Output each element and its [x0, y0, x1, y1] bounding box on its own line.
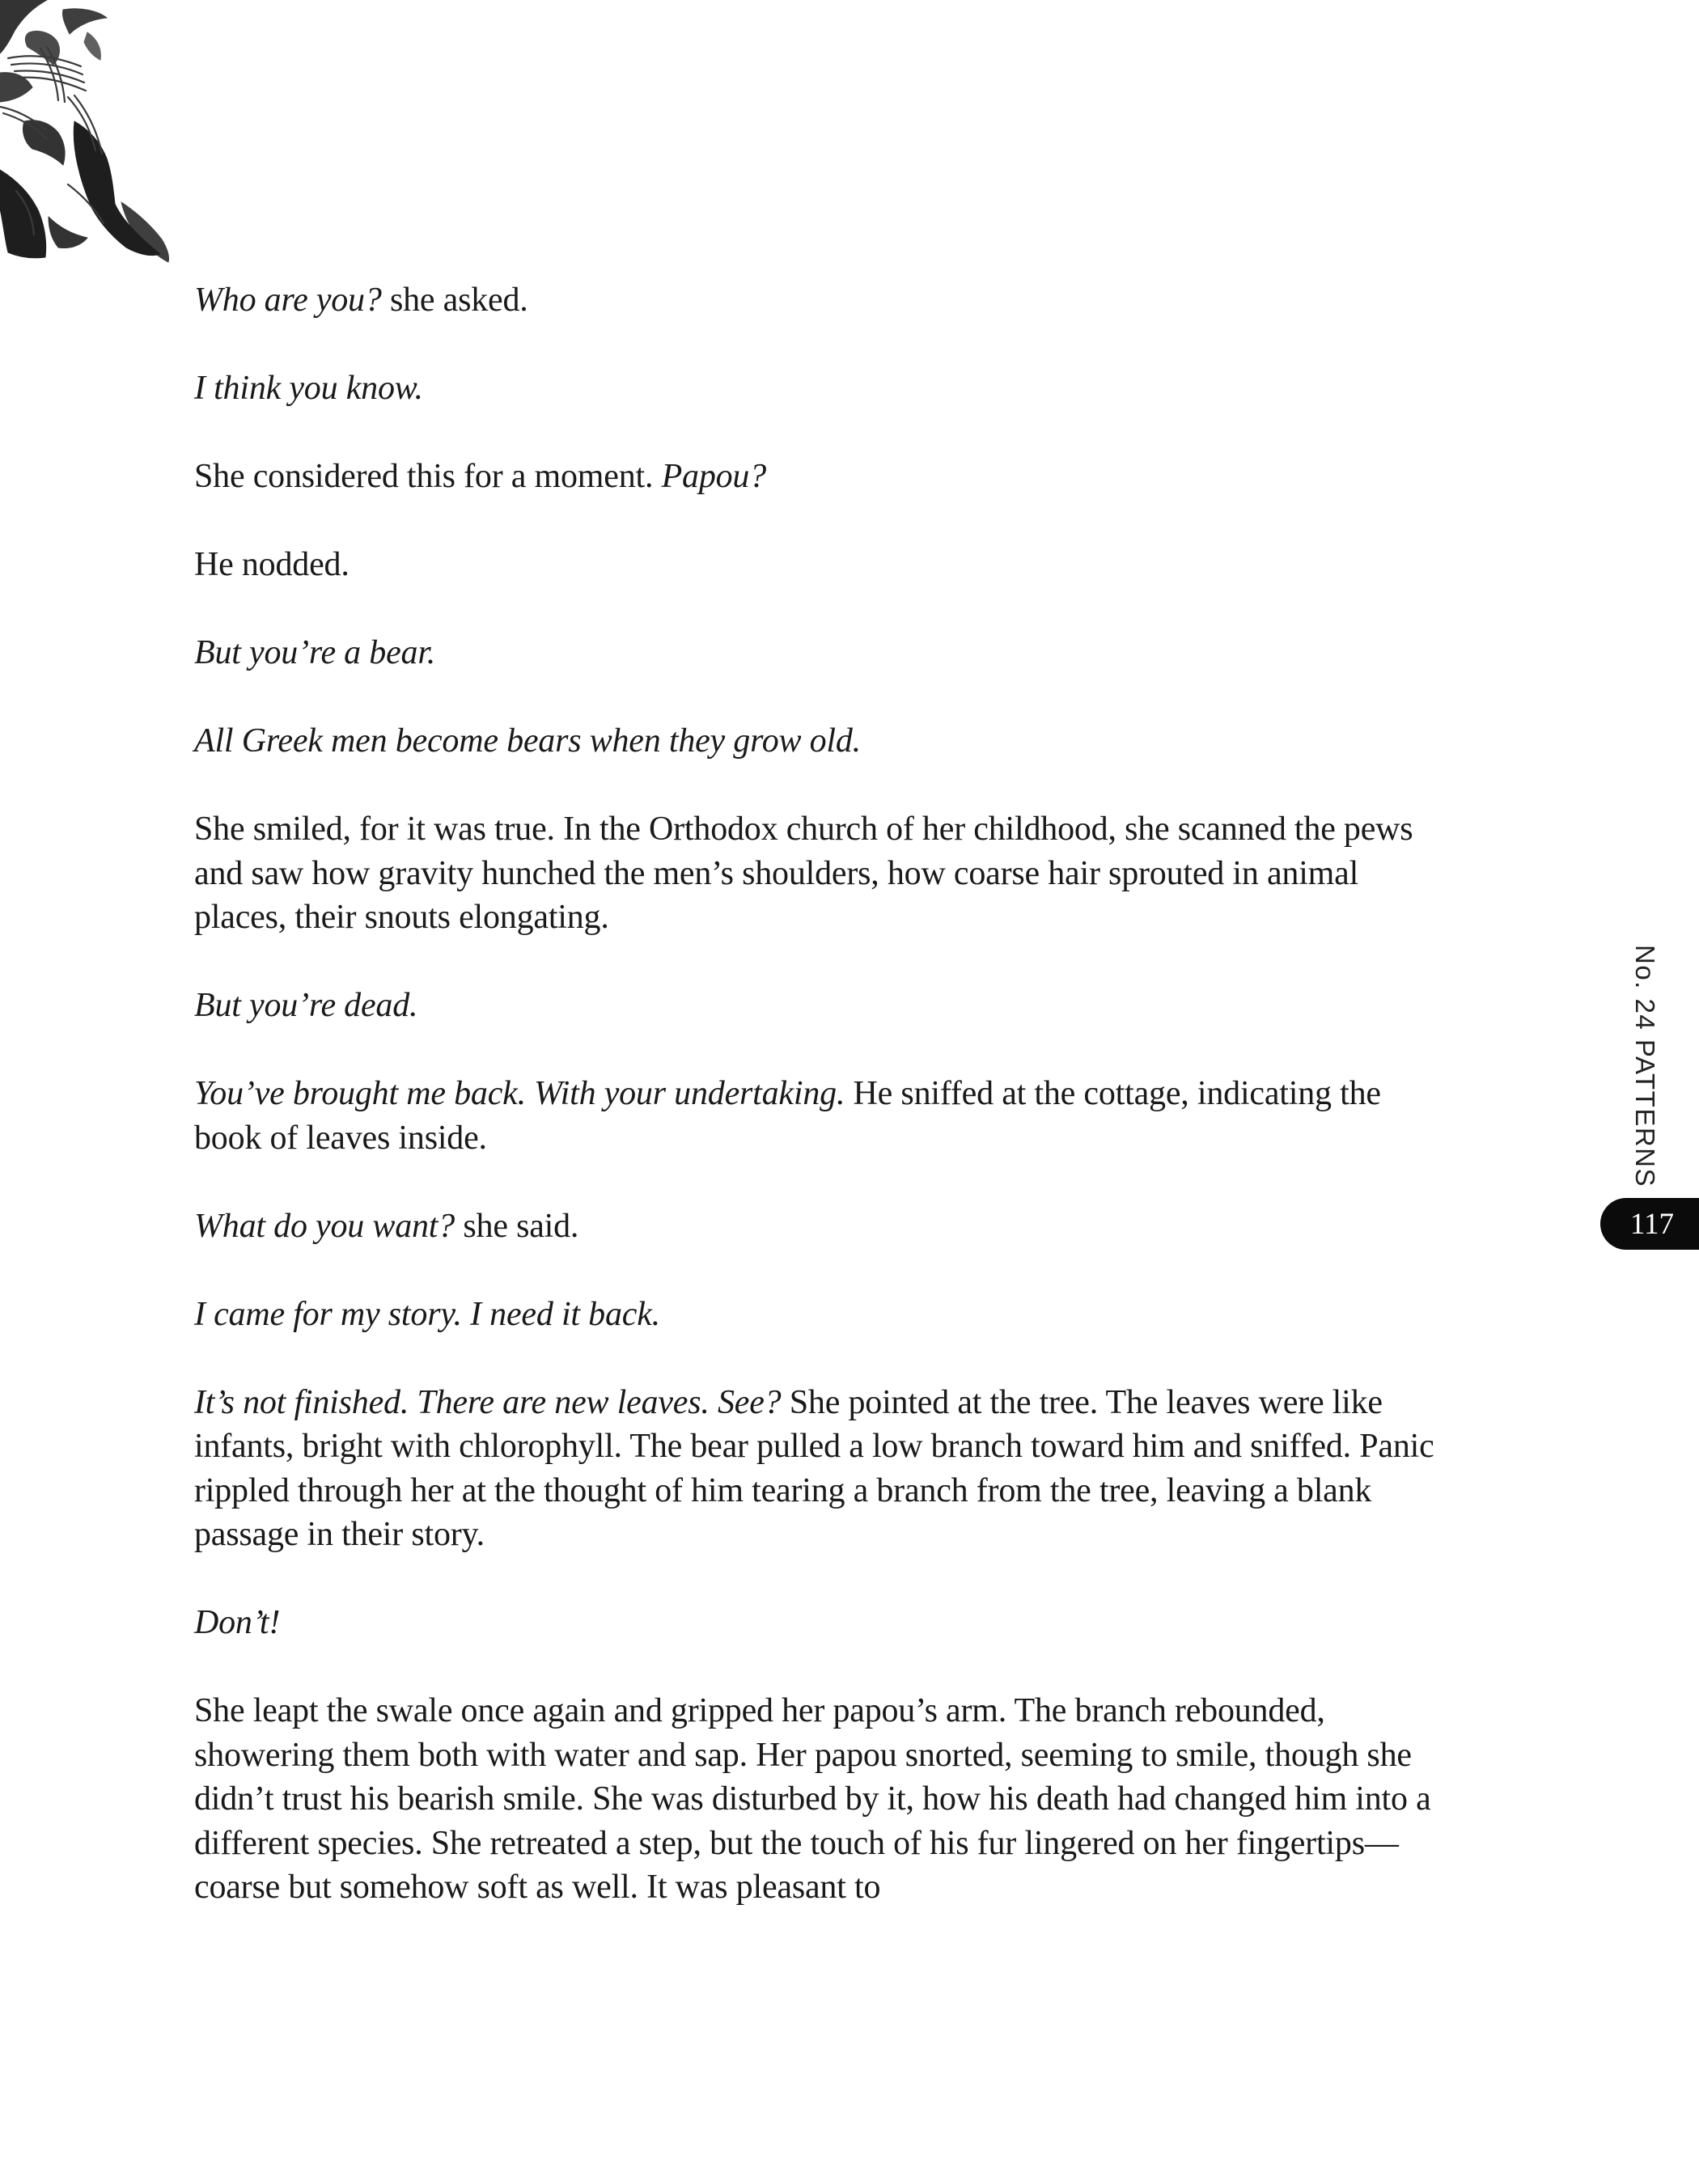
paragraph [194, 1601, 1456, 1645]
italic-text: I think you know. [194, 370, 423, 407]
paragraph [194, 631, 1456, 675]
story-text [194, 278, 1456, 1953]
italic-text: What do you want? [194, 1207, 455, 1245]
paragraph [194, 1381, 1456, 1557]
italic-text: You’ve brought me back. With your undertaking. [194, 1075, 845, 1112]
italic-text: But you’re dead. [194, 987, 418, 1024]
paragraph [194, 455, 1456, 499]
text-run: She pointed at the tree. The leaves were like infants, bright with chlorophyll. The bear pulled a low branch toward him and sniffed. Panic rippled through her at the thought of him tearing a branch from the tree, leaving a blank passage in their story. [194, 1383, 1434, 1553]
paragraph [194, 1689, 1456, 1910]
text-run: He nodded. [194, 546, 350, 583]
paragraph [194, 1204, 1456, 1249]
paragraph [194, 719, 1456, 764]
paragraph [194, 984, 1456, 1028]
text-run: she asked. [381, 281, 528, 319]
running-header-section-title: No. 24 PATTERNS [1630, 945, 1660, 1188]
paragraph [194, 1072, 1456, 1160]
page-number-tab [1600, 1198, 1699, 1250]
text-run: He sniffed at the cottage, indicating the book of leaves inside. [194, 1075, 1381, 1157]
paragraph [194, 807, 1456, 940]
paragraph [194, 278, 1456, 323]
italic-text: Who are you? [194, 281, 382, 319]
text-run: she said. [455, 1207, 579, 1245]
paragraph [194, 366, 1456, 411]
italic-text: Papou? [661, 458, 767, 495]
page-number: 117 [1629, 1207, 1675, 1241]
italic-text: All Greek men become bears when they grow old. [194, 722, 861, 760]
bear-sketch-illustration [0, 0, 190, 275]
paragraph [194, 1293, 1456, 1337]
text-run: She smiled, for it was true. In the Orthodox church of her childhood, she scanned the pews and saw how gravity hunched the men’s shoulders, how coarse hair sprouted in animal places, their snouts elongating. [194, 811, 1413, 936]
paragraph [194, 543, 1456, 587]
italic-text: I came for my story. I need it back. [194, 1295, 660, 1333]
italic-text: It’s not finished. There are new leaves. See? [194, 1383, 782, 1421]
italic-text: But you’re a bear. [194, 634, 436, 671]
italic-text: Don’t! [194, 1604, 281, 1641]
text-run: She considered this for a moment. [194, 458, 662, 495]
text-run: She leapt the swale once again and gripped her papou’s arm. The branch rebounded, showering them both with water and sap. Her papou snorted, seeming to smile, though she didn’t trust his bearish smile. She was disturbed by it, how his death had changed him into a different species. She retreated a step, but the touch of his fur lingered on her fingertips—coarse but somehow soft as well. It was pleasant to [194, 1692, 1431, 1906]
